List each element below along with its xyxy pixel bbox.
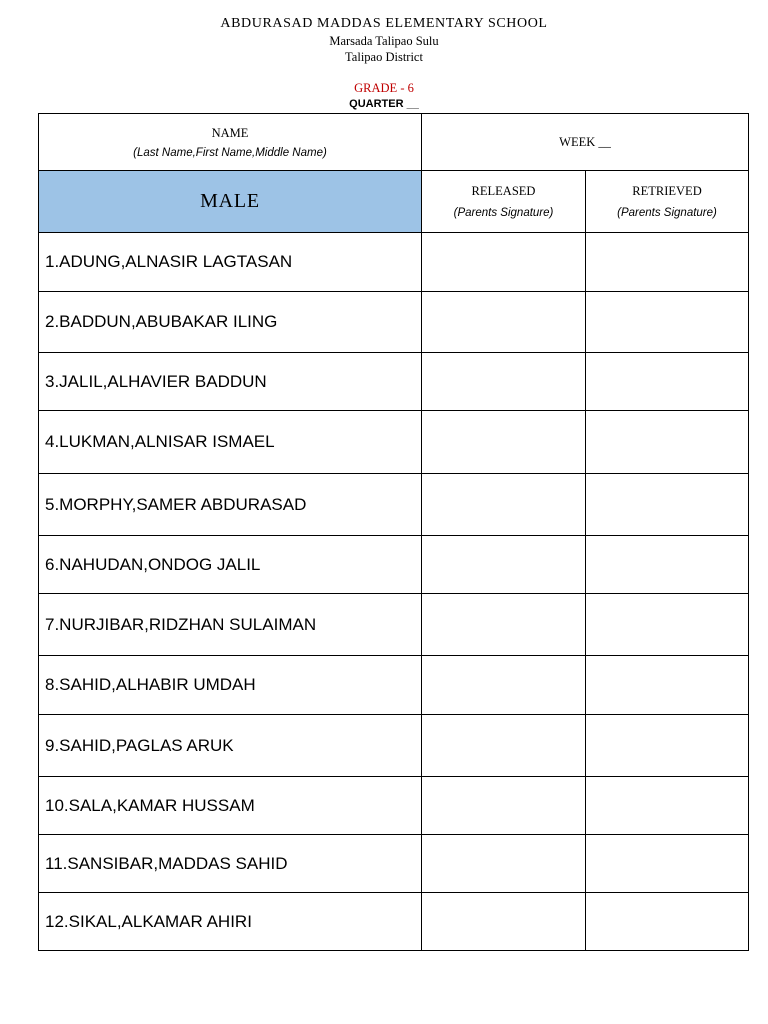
student-name: 9.SAHID,PAGLAS ARUK: [39, 715, 422, 777]
student-name: 7.NURJIBAR,RIDZHAN SULAIMAN: [39, 594, 422, 656]
section-male-header: MALE: [39, 171, 422, 233]
school-name: ABDURASAD MADDAS ELEMENTARY SCHOOL: [220, 16, 548, 31]
week-header: WEEK __: [422, 114, 749, 171]
retrieved-signature-cell[interactable]: [586, 353, 749, 411]
student-name: 2.BADDUN,ABUBAKAR ILING: [39, 292, 422, 353]
released-signature-cell[interactable]: [422, 715, 586, 777]
name-format-hint: (Last Name,First Name,Middle Name): [133, 146, 327, 159]
table-row: [39, 893, 749, 951]
student-name: 4.LUKMAN,ALNISAR ISMAEL: [39, 411, 422, 474]
retrieved-signature-cell[interactable]: [586, 594, 749, 656]
name-label: NAME: [211, 125, 249, 140]
roster-table: [38, 113, 749, 951]
student-name: 12.SIKAL,ALKAMAR AHIRI: [39, 893, 422, 951]
table-row: [39, 474, 749, 536]
student-name: 5.MORPHY,SAMER ABDURASAD: [39, 474, 422, 536]
student-name: 3.JALIL,ALHAVIER BADDUN: [39, 353, 422, 411]
table-row: [39, 835, 749, 893]
released-signature-cell[interactable]: [422, 353, 586, 411]
retrieved-signature-cell[interactable]: [586, 835, 749, 893]
student-name: 11.SANSIBAR,MADDAS SAHID: [39, 835, 422, 893]
retrieved-signature-cell[interactable]: [586, 474, 749, 536]
header-row: [39, 114, 749, 171]
retrieved-signature-cell[interactable]: [586, 411, 749, 474]
student-name: 8.SAHID,ALHABIR UMDAH: [39, 656, 422, 715]
retrieved-signature-cell[interactable]: [586, 715, 749, 777]
retrieved-signature-cell[interactable]: [586, 536, 749, 594]
table-row: [39, 656, 749, 715]
released-signature-cell[interactable]: [422, 233, 586, 292]
retrieved-signature-cell[interactable]: [586, 292, 749, 353]
released-column-header: [422, 171, 586, 233]
retrieved-label: RETRIEVED: [632, 184, 702, 198]
table-row: [39, 536, 749, 594]
student-name: 10.SALA,KAMAR HUSSAM: [39, 777, 422, 835]
released-sub-label: (Parents Signature): [453, 207, 554, 219]
retrieved-column-header: [586, 171, 749, 233]
table-row: [39, 411, 749, 474]
released-signature-cell[interactable]: [422, 411, 586, 474]
released-label: RELEASED: [471, 184, 536, 198]
table-row: [39, 233, 749, 292]
retrieved-signature-cell[interactable]: [586, 777, 749, 835]
address-line-2: Talipao District: [345, 50, 423, 64]
student-name: 6.NAHUDAN,ONDOG JALIL: [39, 536, 422, 594]
retrieved-sub-label: (Parents Signature): [617, 207, 717, 219]
retrieved-signature-cell[interactable]: [586, 656, 749, 715]
released-signature-cell[interactable]: [422, 292, 586, 353]
released-signature-cell[interactable]: [422, 893, 586, 951]
table-row: [39, 777, 749, 835]
released-signature-cell[interactable]: [422, 594, 586, 656]
table-row: [39, 594, 749, 656]
name-column-header: [39, 114, 422, 171]
table-row: [39, 715, 749, 777]
retrieved-signature-cell[interactable]: [586, 233, 749, 292]
table-row: [39, 292, 749, 353]
retrieved-signature-cell[interactable]: [586, 893, 749, 951]
student-name: 1.ADUNG,ALNASIR LAGTASAN: [39, 233, 422, 292]
released-signature-cell[interactable]: [422, 777, 586, 835]
subheader-row: [39, 171, 749, 233]
table-row: [39, 353, 749, 411]
released-signature-cell[interactable]: [422, 656, 586, 715]
released-signature-cell[interactable]: [422, 474, 586, 536]
grade-label: GRADE - 6: [354, 81, 414, 95]
address-line-1: Marsada Talipao Sulu: [329, 34, 439, 48]
released-signature-cell[interactable]: [422, 536, 586, 594]
released-signature-cell[interactable]: [422, 835, 586, 893]
quarter-label: QUARTER __: [349, 98, 419, 110]
